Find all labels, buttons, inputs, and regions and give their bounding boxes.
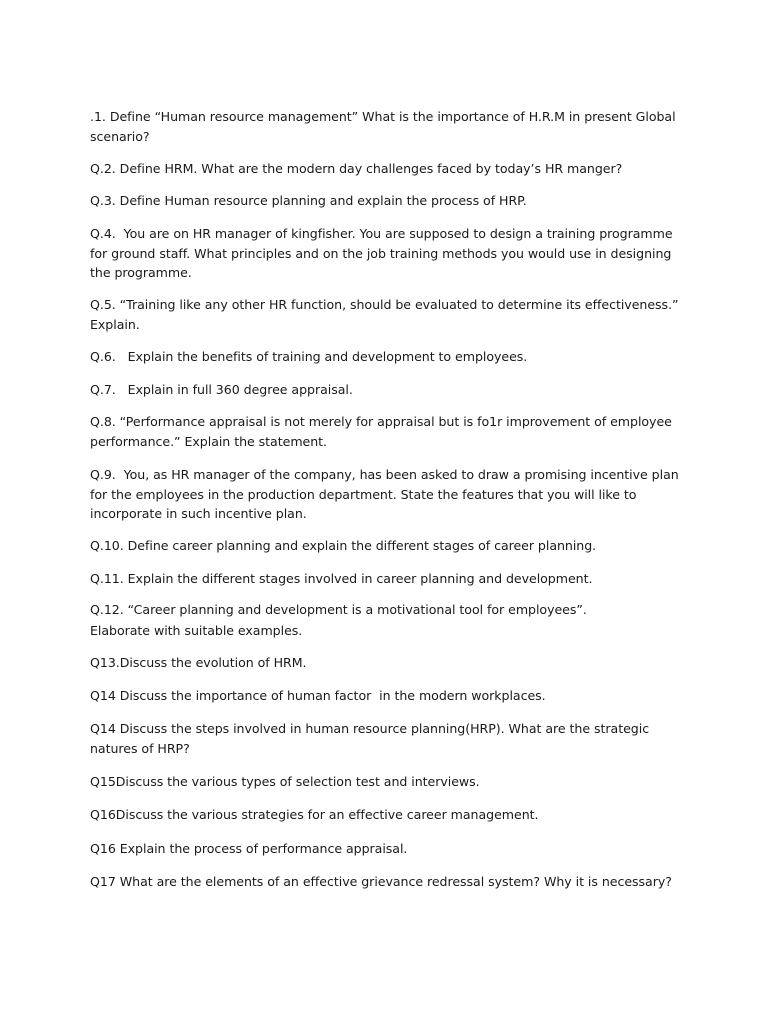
question-6: Q.6. Explain the benefits of training and development to employees. xyxy=(90,349,528,364)
question-1: .1. Define “Human resource management” What is the importance of H.R.M in present Global scenario? xyxy=(90,109,680,144)
question-2: Q.2. Define HRM. What are the modern day challenges faced by today’s HR manger? xyxy=(90,161,623,176)
question-10: Q.10. Define career planning and explain the different stages of career planning. xyxy=(90,538,597,553)
question-18: Q16 Explain the process of performance appraisal. xyxy=(90,841,408,856)
question-3: Q.3. Define Human resource planning and explain the process of HRP. xyxy=(90,193,527,208)
question-5: Q.5. “Training like any other HR function, should be evaluated to determine its effectiveness.” Explain. xyxy=(90,297,683,332)
question-4: Q.4. You are on HR manager of kingfisher. You are supposed to design a training programme for ground staff. What principles and on the job training methods you would use in designing the programme. xyxy=(90,226,677,280)
question-16: Q15Discuss the various types of selection test and interviews. xyxy=(90,774,480,789)
question-15: Q14 Discuss the steps involved in human resource planning(HRP). What are the strategic natures of HRP? xyxy=(90,721,654,756)
question-14: Q14 Discuss the importance of human factor in the modern workplaces. xyxy=(90,688,546,703)
question-11: Q.11. Explain the different stages involved in career planning and development. xyxy=(90,571,593,586)
question-17: Q16Discuss the various strategies for an effective career management. xyxy=(90,807,539,822)
question-12: Q.12. “Career planning and development is a motivational tool for employees”. Elaborate with suitable examples. xyxy=(90,602,591,638)
question-19: Q17 What are the elements of an effective grievance redressal system? Why it is necessary? xyxy=(90,874,672,889)
question-9: Q.9. You, as HR manager of the company, has been asked to draw a promising incentive plan for the employees in the production department. State the features that you will like to incorporate in such incentive plan. xyxy=(90,467,683,521)
question-13: Q13.Discuss the evolution of HRM. xyxy=(90,655,307,670)
question-8: Q.8. “Performance appraisal is not merely for appraisal but is fo1r improvement of employee performance.” Explain the statement. xyxy=(90,414,676,449)
question-7: Q.7. Explain in full 360 degree appraisal. xyxy=(90,382,353,397)
